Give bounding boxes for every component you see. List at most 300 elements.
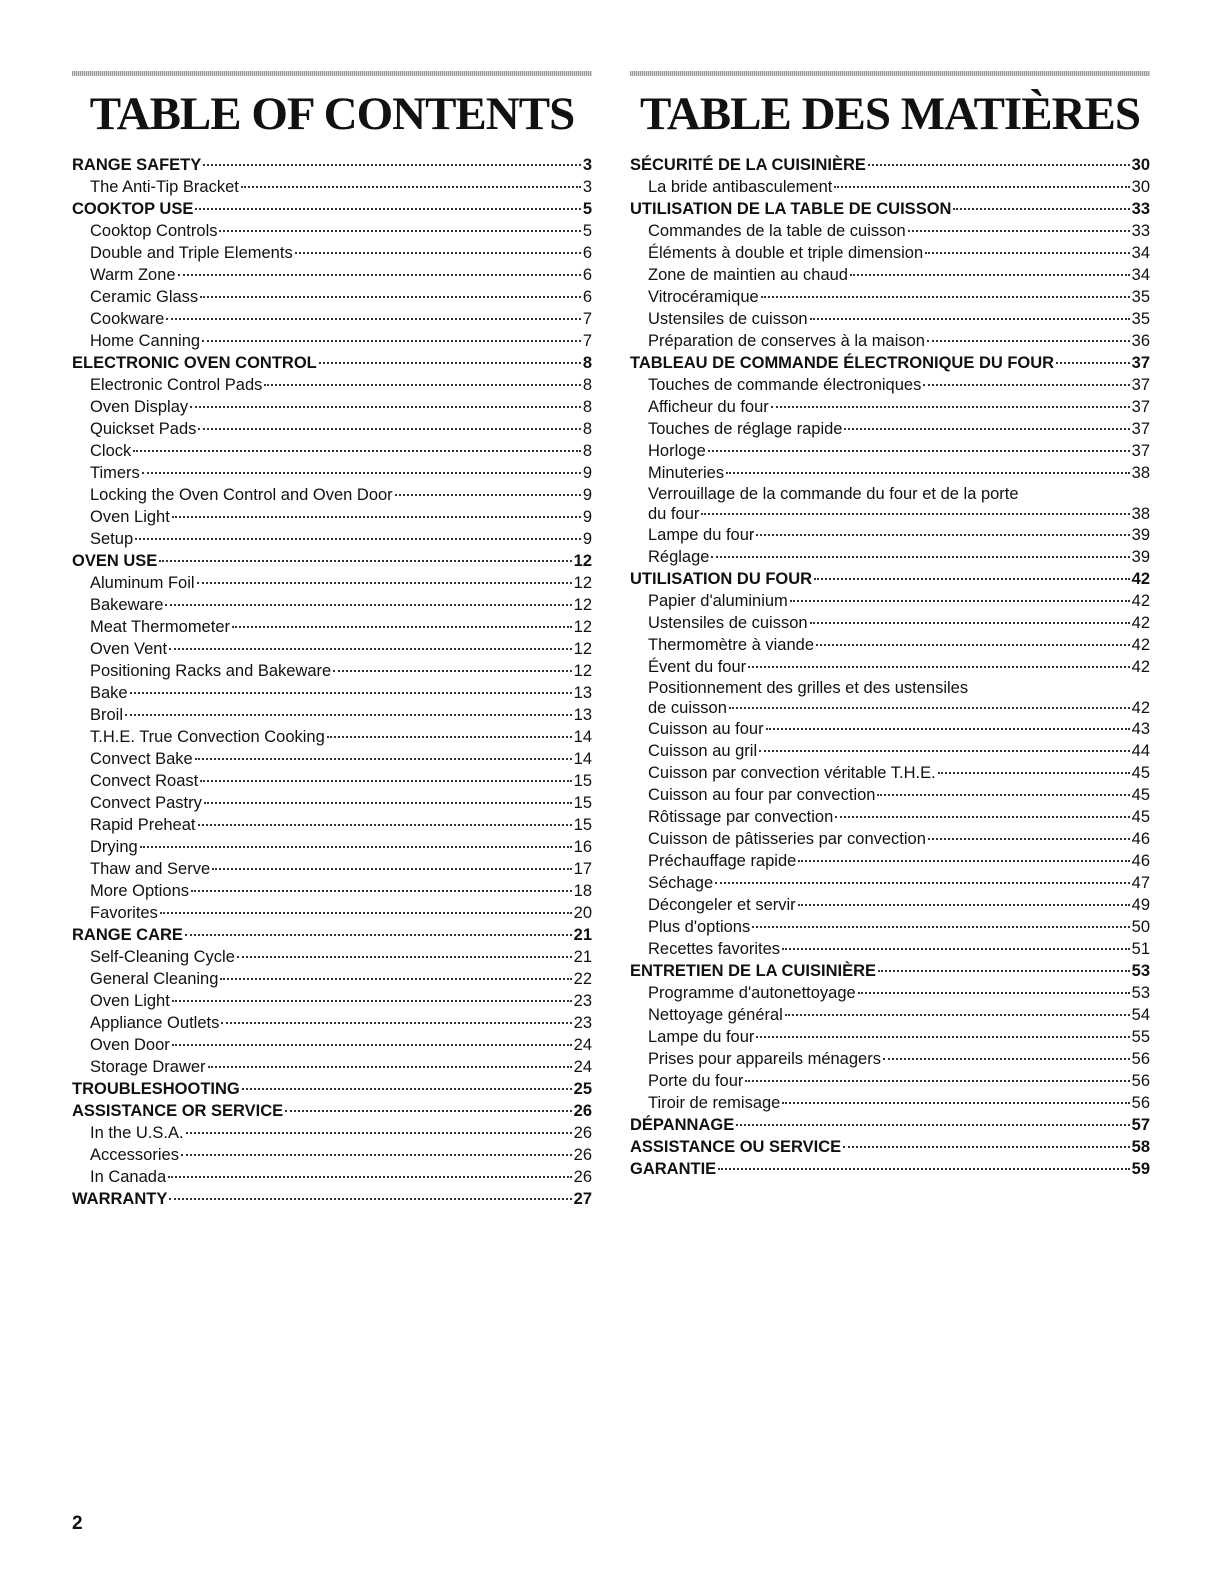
dot-leader xyxy=(241,186,581,188)
toc-subsection-entry[interactable] xyxy=(630,916,1150,938)
toc-page-number: 26 xyxy=(573,1146,592,1164)
toc-entry-label: Cuisson par convection véritable T.H.E. xyxy=(648,764,936,782)
toc-entry-label: La bride antibasculement xyxy=(648,178,833,196)
toc-section-entry[interactable] xyxy=(630,198,1150,220)
toc-subsection-entry[interactable] xyxy=(72,440,592,462)
toc-page-number: 46 xyxy=(1131,830,1150,848)
dot-leader xyxy=(285,1110,571,1112)
toc-subsection-entry[interactable] xyxy=(72,638,592,660)
toc-subsection-entry[interactable] xyxy=(630,176,1150,198)
dot-leader xyxy=(785,1014,1130,1016)
toc-subsection-entry[interactable] xyxy=(72,286,592,308)
toc-entry-label: DÉPANNAGE xyxy=(630,1116,735,1134)
toc-page-number: 36 xyxy=(1131,332,1150,350)
toc-subsection-entry[interactable] xyxy=(630,1092,1150,1114)
toc-entry-label: Oven Display xyxy=(90,398,189,416)
toc-page-number: 30 xyxy=(1131,156,1150,174)
toc-subsection-entry[interactable] xyxy=(72,484,592,506)
toc-page-number: 45 xyxy=(1131,764,1150,782)
dot-leader xyxy=(208,1066,572,1068)
toc-section-entry[interactable] xyxy=(72,154,592,176)
toc-section-entry[interactable] xyxy=(630,1158,1150,1180)
toc-entry-label: Préchauffage rapide xyxy=(648,852,797,870)
toc-subsection-entry[interactable] xyxy=(72,528,592,550)
toc-subsection-entry[interactable] xyxy=(72,726,592,748)
toc-entry-label: Warm Zone xyxy=(90,266,176,284)
dot-leader xyxy=(178,274,581,276)
toc-entry-label: Horloge xyxy=(648,442,706,460)
dot-leader xyxy=(133,450,581,452)
toc-subsection-entry[interactable] xyxy=(72,836,592,858)
toc-page-number: 14 xyxy=(573,750,592,768)
toc-entry-label: ASSISTANCE OR SERVICE xyxy=(72,1102,284,1120)
dot-leader xyxy=(142,472,581,474)
toc-page-number: 46 xyxy=(1131,852,1150,870)
toc-page-number: 30 xyxy=(1131,178,1150,196)
page-title: TABLE DES MATIÈRES xyxy=(639,88,1140,140)
toc-page-number: 33 xyxy=(1131,222,1150,240)
dot-leader xyxy=(168,1176,571,1178)
toc-subsection-entry[interactable] xyxy=(630,308,1150,330)
toc-section-entry[interactable] xyxy=(72,352,592,374)
toc-entry-label: RANGE SAFETY xyxy=(72,156,202,174)
toc-page-number: 34 xyxy=(1131,244,1150,262)
toc-entry-label: Broil xyxy=(90,706,124,724)
toc-page-number: 26 xyxy=(573,1168,592,1186)
toc-entry-label: Oven Light xyxy=(90,992,170,1010)
toc-entry-label: Préparation de conserves à la maison xyxy=(648,332,925,350)
toc-subsection-entry[interactable] xyxy=(630,762,1150,784)
toc-subsection-entry[interactable] xyxy=(630,286,1150,308)
toc-page-number: 44 xyxy=(1131,742,1150,760)
toc-page-number: 5 xyxy=(582,200,592,218)
toc-entry-label: Touches de réglage rapide xyxy=(648,420,843,438)
toc-page-number: 9 xyxy=(582,464,592,482)
toc-entry-label: Storage Drawer xyxy=(90,1058,206,1076)
dot-leader xyxy=(242,1088,572,1090)
dot-leader xyxy=(953,208,1129,210)
toc-page-number: 39 xyxy=(1131,526,1150,544)
dot-leader xyxy=(701,513,1129,515)
dot-leader xyxy=(877,794,1129,796)
toc-page-number: 21 xyxy=(573,926,592,944)
toc-subsection-entry[interactable] xyxy=(630,242,1150,264)
toc-page-number: 59 xyxy=(1131,1160,1150,1178)
dot-leader xyxy=(708,450,1130,452)
toc-section-entry[interactable] xyxy=(72,924,592,946)
dot-leader xyxy=(790,600,1130,602)
dot-leader xyxy=(198,824,572,826)
header-rule xyxy=(630,71,1150,76)
dot-leader xyxy=(130,692,572,694)
toc-subsection-entry[interactable] xyxy=(72,880,592,902)
toc-subsection-entry[interactable] xyxy=(72,462,592,484)
toc-page-number: 42 xyxy=(1131,658,1150,676)
toc-section-entry[interactable] xyxy=(630,568,1150,590)
toc-subsection-entry[interactable] xyxy=(72,748,592,770)
dot-leader xyxy=(197,582,572,584)
dot-leader xyxy=(711,556,1129,558)
toc-entry-label: Meat Thermometer xyxy=(90,618,230,636)
dot-leader xyxy=(715,882,1130,884)
dot-leader xyxy=(761,296,1130,298)
toc-section-entry[interactable] xyxy=(72,1188,592,1210)
dot-leader xyxy=(756,1036,1129,1038)
toc-entry-label: Ustensiles de cuisson xyxy=(648,614,808,632)
dot-leader xyxy=(135,538,581,540)
dot-leader xyxy=(927,340,1130,342)
dot-leader xyxy=(191,890,572,892)
toc-entry-label: Minuteries xyxy=(648,464,725,482)
toc-subsection-entry[interactable] xyxy=(72,396,592,418)
toc-page-number: 3 xyxy=(582,156,592,174)
dot-leader xyxy=(195,208,580,210)
toc-page-number: 57 xyxy=(1131,1116,1150,1134)
toc-entry-label: Locking the Oven Control and Oven Door xyxy=(90,486,393,504)
toc-subsection-entry[interactable] xyxy=(72,1012,592,1034)
toc-page-number: 27 xyxy=(573,1190,592,1208)
toc-entry-label: ENTRETIEN DE LA CUISINIÈRE xyxy=(630,962,876,980)
dot-leader xyxy=(766,728,1130,730)
toc-subsection-entry[interactable] xyxy=(630,220,1150,242)
toc-entry-label-continued: de cuisson xyxy=(648,699,727,717)
toc-entry-label: Lampe du four xyxy=(648,526,755,544)
toc-section-entry[interactable] xyxy=(630,1136,1150,1158)
dot-leader xyxy=(295,252,581,254)
toc-entry-label: Lampe du four xyxy=(648,1028,755,1046)
toc-entry-label: OVEN USE xyxy=(72,552,158,570)
toc-subsection-entry[interactable] xyxy=(72,1034,592,1056)
toc-subsection-entry[interactable] xyxy=(630,806,1150,828)
toc-subsection-entry[interactable] xyxy=(630,850,1150,872)
toc-page-number: 24 xyxy=(573,1036,592,1054)
toc-page-number: 37 xyxy=(1131,398,1150,416)
dot-leader xyxy=(748,666,1129,668)
dot-leader xyxy=(756,534,1129,536)
dot-leader xyxy=(200,780,571,782)
toc-subsection-entry[interactable] xyxy=(630,656,1150,678)
toc-subsection-entry[interactable] xyxy=(72,858,592,880)
toc-subsection-entry[interactable] xyxy=(72,814,592,836)
dot-leader xyxy=(752,926,1129,928)
dot-leader xyxy=(938,772,1130,774)
toc-page-number: 50 xyxy=(1131,918,1150,936)
toc-entry-label: Self-Cleaning Cycle xyxy=(90,948,235,966)
dot-leader xyxy=(204,802,572,804)
toc-subsection-entry[interactable] xyxy=(630,484,1150,524)
toc-subsection-entry[interactable] xyxy=(630,938,1150,960)
dot-leader xyxy=(319,362,581,364)
toc-section-entry[interactable] xyxy=(630,960,1150,982)
toc-subsection-entry[interactable] xyxy=(72,1166,592,1188)
toc-subsection-entry[interactable] xyxy=(630,1026,1150,1048)
toc-page-number: 21 xyxy=(573,948,592,966)
toc-page-number: 42 xyxy=(1131,614,1150,632)
toc-subsection-entry[interactable] xyxy=(72,506,592,528)
dot-leader xyxy=(232,626,572,628)
dot-leader xyxy=(172,1000,572,1002)
toc-entry-label: Bakeware xyxy=(90,596,164,614)
toc-entry-label: Cuisson au four par convection xyxy=(648,786,876,804)
dot-leader xyxy=(203,164,581,166)
toc-section-entry[interactable] xyxy=(72,198,592,220)
toc-subsection-entry[interactable] xyxy=(630,590,1150,612)
toc-page-number: 37 xyxy=(1131,354,1150,372)
dot-leader xyxy=(729,707,1130,709)
toc-page-number: 53 xyxy=(1131,984,1150,1002)
toc-entry-label: Convect Roast xyxy=(90,772,199,790)
toc-subsection-entry[interactable] xyxy=(630,1048,1150,1070)
toc-page-number: 35 xyxy=(1131,288,1150,306)
toc-page-number: 51 xyxy=(1131,940,1150,958)
dot-leader xyxy=(883,1058,1130,1060)
dot-leader xyxy=(125,714,572,716)
toc-subsection-entry[interactable] xyxy=(72,770,592,792)
toc-entry-label: Timers xyxy=(90,464,140,482)
toc-subsection-entry[interactable] xyxy=(72,660,592,682)
toc-subsection-entry[interactable] xyxy=(72,704,592,726)
toc-subsection-entry[interactable] xyxy=(630,330,1150,352)
toc-entry-label: Cooktop Controls xyxy=(90,222,218,240)
toc-subsection-entry[interactable] xyxy=(630,264,1150,286)
toc-entry-label: General Cleaning xyxy=(90,970,219,988)
toc-subsection-entry[interactable] xyxy=(72,946,592,968)
toc-entry-label: Thermomètre à viande xyxy=(648,636,814,654)
toc-entry-label: Quickset Pads xyxy=(90,420,197,438)
dot-leader xyxy=(771,406,1130,408)
toc-page-number: 16 xyxy=(573,838,592,856)
toc-entry-label: Appliance Outlets xyxy=(90,1014,220,1032)
toc-page-number: 23 xyxy=(573,992,592,1010)
dot-leader xyxy=(878,970,1130,972)
english-toc-column xyxy=(72,71,592,1210)
toc-page-number: 9 xyxy=(582,530,592,548)
toc-subsection-entry[interactable] xyxy=(630,462,1150,484)
toc-subsection-entry[interactable] xyxy=(72,264,592,286)
toc-entry-label: TROUBLESHOOTING xyxy=(72,1080,240,1098)
toc-subsection-entry[interactable] xyxy=(72,308,592,330)
toc-page-number: 34 xyxy=(1131,266,1150,284)
toc-page-number: 43 xyxy=(1131,720,1150,738)
toc-subsection-entry[interactable] xyxy=(72,418,592,440)
toc-page-number: 23 xyxy=(573,1014,592,1032)
toc-subsection-entry[interactable] xyxy=(72,616,592,638)
toc-section-entry[interactable] xyxy=(72,1078,592,1100)
toc-entry-label: Réglage xyxy=(648,548,710,566)
toc-subsection-entry[interactable] xyxy=(630,396,1150,418)
toc-entry-label: Plus d'options xyxy=(648,918,751,936)
toc-subsection-entry[interactable] xyxy=(72,330,592,352)
toc-subsection-entry[interactable] xyxy=(630,678,1150,718)
toc-subsection-entry[interactable] xyxy=(72,968,592,990)
page-number: 2 xyxy=(72,1513,83,1534)
toc-entry-label: ASSISTANCE OU SERVICE xyxy=(630,1138,842,1156)
toc-subsection-entry[interactable] xyxy=(630,718,1150,740)
toc-page-number: 42 xyxy=(1131,699,1150,717)
toc-entry-label: Afficheur du four xyxy=(648,398,769,416)
toc-entry-label: Electronic Control Pads xyxy=(90,376,263,394)
toc-subsection-entry[interactable] xyxy=(630,982,1150,1004)
toc-entry-label: Papier d'aluminium xyxy=(648,592,788,610)
toc-subsection-entry[interactable] xyxy=(72,1122,592,1144)
toc-page-number: 35 xyxy=(1131,310,1150,328)
toc-page-number: 47 xyxy=(1131,874,1150,892)
toc-page-number: 8 xyxy=(582,420,592,438)
toc-entry-label: Aluminum Foil xyxy=(90,574,195,592)
toc-page-number: 15 xyxy=(573,816,592,834)
toc-subsection-entry[interactable] xyxy=(630,740,1150,762)
dot-leader xyxy=(1056,362,1130,364)
toc-subsection-entry[interactable] xyxy=(630,1070,1150,1092)
dot-leader xyxy=(221,1022,571,1024)
dot-leader xyxy=(220,978,571,980)
toc-entry-label: Zone de maintien au chaud xyxy=(648,266,848,284)
toc-entry-label: Oven Door xyxy=(90,1036,170,1054)
dot-leader xyxy=(759,750,1130,752)
toc-subsection-entry[interactable] xyxy=(630,440,1150,462)
toc-page-number: 33 xyxy=(1131,200,1150,218)
dot-leader xyxy=(212,868,571,870)
toc-subsection-entry[interactable] xyxy=(72,902,592,924)
toc-section-entry[interactable] xyxy=(72,550,592,572)
toc-subsection-entry[interactable] xyxy=(72,1144,592,1166)
toc-entry-label: Évent du four xyxy=(648,658,747,676)
toc-entry-label: Éléments à double et triple dimension xyxy=(648,244,924,262)
dot-leader xyxy=(925,252,1129,254)
toc-page-number: 56 xyxy=(1131,1094,1150,1112)
toc-subsection-entry[interactable] xyxy=(630,374,1150,396)
dot-leader xyxy=(908,230,1130,232)
toc-page-number: 42 xyxy=(1131,636,1150,654)
toc-page-number: 9 xyxy=(582,508,592,526)
toc-subsection-entry[interactable] xyxy=(72,220,592,242)
toc-page-number: 55 xyxy=(1131,1028,1150,1046)
dot-leader xyxy=(718,1168,1129,1170)
toc-page-number: 25 xyxy=(573,1080,592,1098)
toc-page-number: 38 xyxy=(1131,464,1150,482)
toc-subsection-entry[interactable] xyxy=(630,634,1150,656)
toc-entry-label: Convect Bake xyxy=(90,750,193,768)
toc-entry-label: Positionnement des grilles et des ustensiles xyxy=(648,679,969,697)
toc-subsection-entry[interactable] xyxy=(630,894,1150,916)
toc-entry-label: Double and Triple Elements xyxy=(90,244,293,262)
toc-page-number: 14 xyxy=(573,728,592,746)
toc-entry-label: Home Canning xyxy=(90,332,201,350)
dot-leader xyxy=(745,1080,1129,1082)
toc-entry-label: Drying xyxy=(90,838,138,856)
dot-leader xyxy=(190,406,581,408)
toc-page-number: 8 xyxy=(582,442,592,460)
dot-leader xyxy=(810,622,1130,624)
toc-subsection-entry[interactable] xyxy=(630,1004,1150,1026)
toc-section-entry[interactable] xyxy=(630,1114,1150,1136)
toc-subsection-entry[interactable] xyxy=(630,612,1150,634)
toc-subsection-entry[interactable] xyxy=(72,990,592,1012)
toc-entry-label: WARRANTY xyxy=(72,1190,168,1208)
dot-leader xyxy=(198,428,580,430)
toc-page-number: 7 xyxy=(582,332,592,350)
toc-page-number: 12 xyxy=(573,596,592,614)
toc-subsection-entry[interactable] xyxy=(630,418,1150,440)
toc-entry-label: Rôtissage par convection xyxy=(648,808,834,826)
toc-subsection-entry[interactable] xyxy=(72,374,592,396)
toc-subsection-entry[interactable] xyxy=(630,784,1150,806)
toc-entry-label: Ceramic Glass xyxy=(90,288,199,306)
toc-list xyxy=(630,154,1150,1180)
dot-leader xyxy=(202,340,581,342)
toc-page-number: 39 xyxy=(1131,548,1150,566)
dot-leader xyxy=(186,1132,572,1134)
toc-section-entry[interactable] xyxy=(72,1100,592,1122)
toc-subsection-entry[interactable] xyxy=(72,242,592,264)
toc-subsection-entry[interactable] xyxy=(72,572,592,594)
toc-entry-label: SÉCURITÉ DE LA CUISINIÈRE xyxy=(630,156,866,174)
dot-leader xyxy=(195,758,572,760)
dot-leader xyxy=(835,816,1129,818)
toc-page-number: 8 xyxy=(582,398,592,416)
toc-entry-label: Recettes favorites xyxy=(648,940,781,958)
toc-subsection-entry[interactable] xyxy=(72,792,592,814)
toc-entry-label: Cuisson au four xyxy=(648,720,764,738)
toc-subsection-entry[interactable] xyxy=(630,828,1150,850)
toc-entry-label: ELECTRONIC OVEN CONTROL xyxy=(72,354,317,372)
toc-subsection-entry[interactable] xyxy=(630,524,1150,546)
toc-page-number: 56 xyxy=(1131,1072,1150,1090)
toc-section-entry[interactable] xyxy=(630,154,1150,176)
dot-leader xyxy=(264,384,580,386)
dot-leader xyxy=(810,318,1130,320)
toc-entry-label: Séchage xyxy=(648,874,714,892)
toc-entry-label: T.H.E. True Convection Cooking xyxy=(90,728,325,746)
toc-subsection-entry[interactable] xyxy=(72,594,592,616)
dot-leader xyxy=(172,1044,572,1046)
toc-page-number: 42 xyxy=(1131,592,1150,610)
toc-page-number: 56 xyxy=(1131,1050,1150,1068)
header-rule xyxy=(72,71,592,76)
toc-entry-label: The Anti-Tip Bracket xyxy=(90,178,239,196)
toc-page-number: 45 xyxy=(1131,786,1150,804)
dot-leader xyxy=(782,948,1130,950)
toc-page-number: 17 xyxy=(573,860,592,878)
dot-leader xyxy=(185,934,572,936)
toc-entry-label: In Canada xyxy=(90,1168,167,1186)
toc-page-number: 45 xyxy=(1131,808,1150,826)
dot-leader xyxy=(237,956,572,958)
toc-subsection-entry[interactable] xyxy=(72,176,592,198)
toc-entry-label: Décongeler et servir xyxy=(648,896,796,914)
toc-entry-continuation xyxy=(648,698,1150,718)
toc-entry-label: Cuisson de pâtisseries par convection xyxy=(648,830,926,848)
toc-entry-label: Oven Light xyxy=(90,508,170,526)
toc-subsection-entry[interactable] xyxy=(72,1056,592,1078)
toc-subsection-entry[interactable] xyxy=(630,546,1150,568)
toc-entry-label: In the U.S.A. xyxy=(90,1124,184,1142)
toc-section-entry[interactable] xyxy=(630,352,1150,374)
toc-entry-label: Verrouillage de la commande du four et de la porte xyxy=(648,485,1019,503)
toc-page-number: 37 xyxy=(1131,420,1150,438)
toc-entry-label: Thaw and Serve xyxy=(90,860,211,878)
toc-entry-label: Oven Vent xyxy=(90,640,168,658)
toc-subsection-entry[interactable] xyxy=(72,682,592,704)
toc-entry-label: Porte du four xyxy=(648,1072,744,1090)
dot-leader xyxy=(140,846,572,848)
toc-subsection-entry[interactable] xyxy=(630,872,1150,894)
toc-entry-label: Commandes de la table de cuisson xyxy=(648,222,906,240)
toc-page-number: 49 xyxy=(1131,896,1150,914)
dot-leader xyxy=(327,736,572,738)
toc-page-number: 15 xyxy=(573,794,592,812)
french-toc-column xyxy=(630,71,1150,1180)
